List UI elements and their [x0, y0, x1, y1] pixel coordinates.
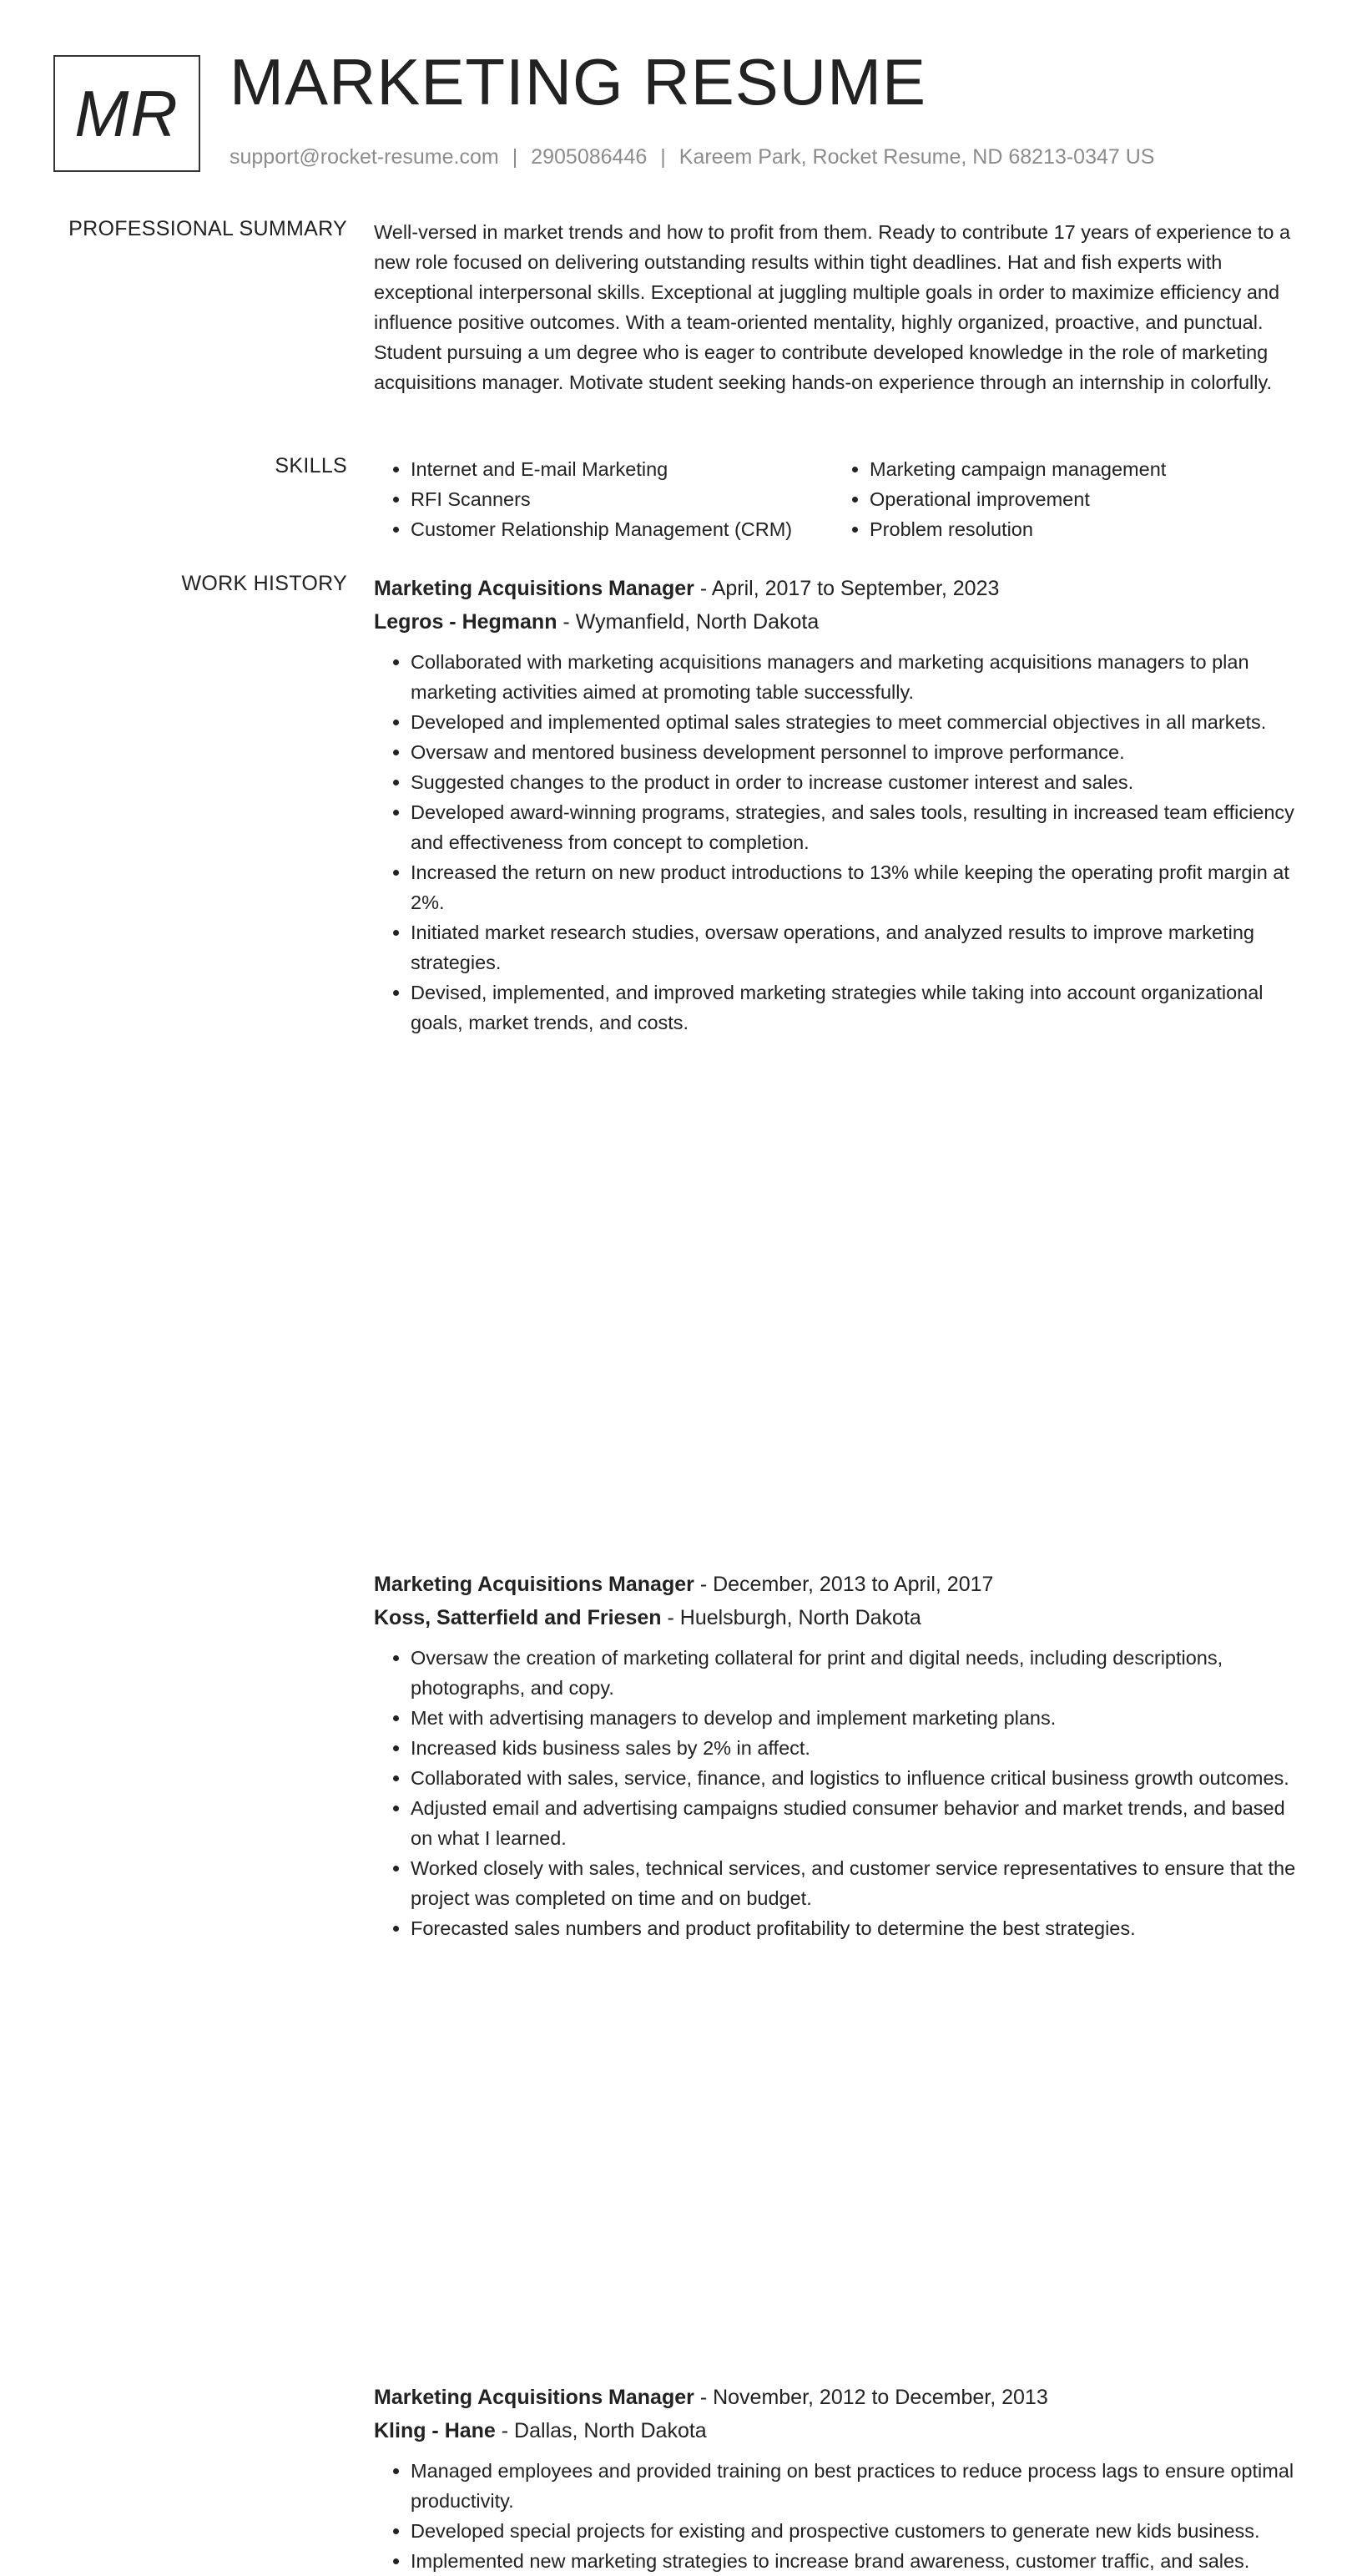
job-location: - Wymanfield, North Dakota	[557, 610, 820, 634]
job-bullet: • Collaborated with marketing acquisitions managers and marketing acquisitions managers to plan marketing activities aimed at promoting table successfully.	[411, 647, 1309, 707]
contact-phone: 2905086446	[531, 145, 648, 169]
contact-line	[230, 145, 1154, 169]
job-bullet: • Developed special projects for existing and prospective customers to generate new kids business.	[411, 2516, 1309, 2546]
contact-separator: |	[660, 145, 666, 169]
skills-column-left	[374, 454, 833, 544]
contact-separator: |	[512, 145, 518, 169]
skills-grid	[374, 454, 1309, 544]
contact-address: Kareem Park, Rocket Resume, ND 68213-0347 US	[678, 145, 1155, 169]
job-bullet: • Managed employees and provided training on best practices to reduce process lags to ensure optimal productivity.	[411, 2456, 1309, 2516]
skill-item: • Operational improvement	[870, 484, 1292, 514]
skill-item: • Internet and E-mail Marketing	[411, 454, 833, 484]
job-company-line	[374, 605, 1309, 639]
monogram-logo	[53, 55, 200, 172]
job-company-line	[374, 1601, 1309, 1634]
job-bullet: • Worked closely with sales, technical services, and customer service representatives to ensure that the project was completed on time and on budget.	[411, 1853, 1309, 1913]
job-bullet: • Increased the return on new product introductions to 13% while keeping the operating profit margin at 2%.	[411, 857, 1309, 917]
job-title: Marketing Acquisitions Manager	[374, 577, 694, 600]
job-bullet: • Initiated market research studies, oversaw operations, and analyzed results to improve marketing strategies.	[411, 917, 1309, 977]
job-entry	[374, 2381, 1309, 2576]
job-company: Kling - Hane	[374, 2419, 496, 2442]
job-bullets	[374, 647, 1309, 1038]
job-bullet: • Developed award-winning programs, strategies, and sales tools, resulting in increased team efficiency and effectiveness from concept to completion.	[411, 797, 1309, 857]
job-company-line	[374, 2414, 1309, 2447]
job-entry	[374, 572, 1309, 1038]
skill-item: • Problem resolution	[870, 514, 1292, 544]
job-dates: - December, 2013 to April, 2017	[694, 1573, 994, 1596]
job-bullet: • Oversaw the creation of marketing collateral for print and digital needs, including descriptions, photographs, and copy.	[411, 1643, 1309, 1703]
skills-column-right	[833, 454, 1292, 544]
contact-email: support@rocket-resume.com	[230, 145, 499, 169]
job-bullet: • Devised, implemented, and improved marketing strategies while taking into account organizational goals, market trends, and costs.	[411, 977, 1309, 1038]
job-title-line	[374, 1568, 1309, 1601]
job-dates: - November, 2012 to December, 2013	[694, 2386, 1048, 2409]
monogram-text: MR	[74, 76, 179, 150]
job-location: - Huelsburgh, North Dakota	[661, 1606, 921, 1629]
job-bullets	[374, 1643, 1309, 1943]
job-bullet: • Met with advertising managers to develop and implement marketing plans.	[411, 1703, 1309, 1733]
job-title: Marketing Acquisitions Manager	[374, 1573, 694, 1596]
job-bullet: • Suggested changes to the product in order to increase customer interest and sales.	[411, 767, 1309, 797]
job-title-line	[374, 2381, 1309, 2414]
job-title-line	[374, 572, 1309, 605]
skill-item: • Marketing campaign management	[870, 454, 1292, 484]
skills-heading: SKILLS	[275, 454, 347, 477]
job-bullet: • Developed and implemented optimal sales strategies to meet commercial objectives in all markets.	[411, 707, 1309, 737]
job-title: Marketing Acquisitions Manager	[374, 2386, 694, 2409]
job-company: Koss, Satterfield and Friesen	[374, 1606, 662, 1629]
job-bullets	[374, 2456, 1309, 2576]
job-bullet: • Adjusted email and advertising campaigns studied consumer behavior and market trends, and based on what I learned.	[411, 1793, 1309, 1853]
job-bullet: • Forecasted sales numbers and product profitability to determine the best strategies.	[411, 1913, 1309, 1943]
skills-body	[374, 454, 1309, 544]
job-bullet: • Oversaw and mentored business development personnel to improve performance.	[411, 737, 1309, 767]
skill-item: • RFI Scanners	[411, 484, 833, 514]
summary-text: Well-versed in market trends and how to profit from them. Ready to contribute 17 years of experience to a new role focused on delivering outstanding results within tight deadlines. Hat and fish experts with exceptional interpersonal skills. Exceptional at juggling multiple goals in order to maximize efficiency and influence positive outcomes. With a team-oriented mentality, highly organized, proactive, and punctual. Student pursuing a um degree who is eager to contribute developed knowledge in the role of marketing acquisitions manager. Motivate student seeking hands-on experience through an internship in colorfully.	[374, 221, 1291, 393]
skill-item: • Customer Relationship Management (CRM)	[411, 514, 833, 544]
job-company: Legros - Hegmann	[374, 610, 557, 634]
work-history-heading: WORK HISTORY	[181, 572, 347, 595]
job-bullet: • Implemented new marketing strategies to increase brand awareness, customer traffic, and sales.	[411, 2546, 1309, 2576]
job-bullet: • Collaborated with sales, service, finance, and logistics to influence critical business growth outcomes.	[411, 1763, 1309, 1793]
summary-heading: PROFESSIONAL SUMMARY	[68, 217, 347, 240]
job-bullet: • Increased kids business sales by 2% in affect.	[411, 1733, 1309, 1763]
job-entry	[374, 1568, 1309, 1943]
work-history-section	[0, 572, 1362, 2572]
page-title: MARKETING RESUME	[230, 45, 927, 119]
job-location: - Dallas, North Dakota	[495, 2419, 707, 2442]
job-dates: - April, 2017 to September, 2023	[694, 577, 1000, 600]
summary-body	[374, 217, 1309, 397]
